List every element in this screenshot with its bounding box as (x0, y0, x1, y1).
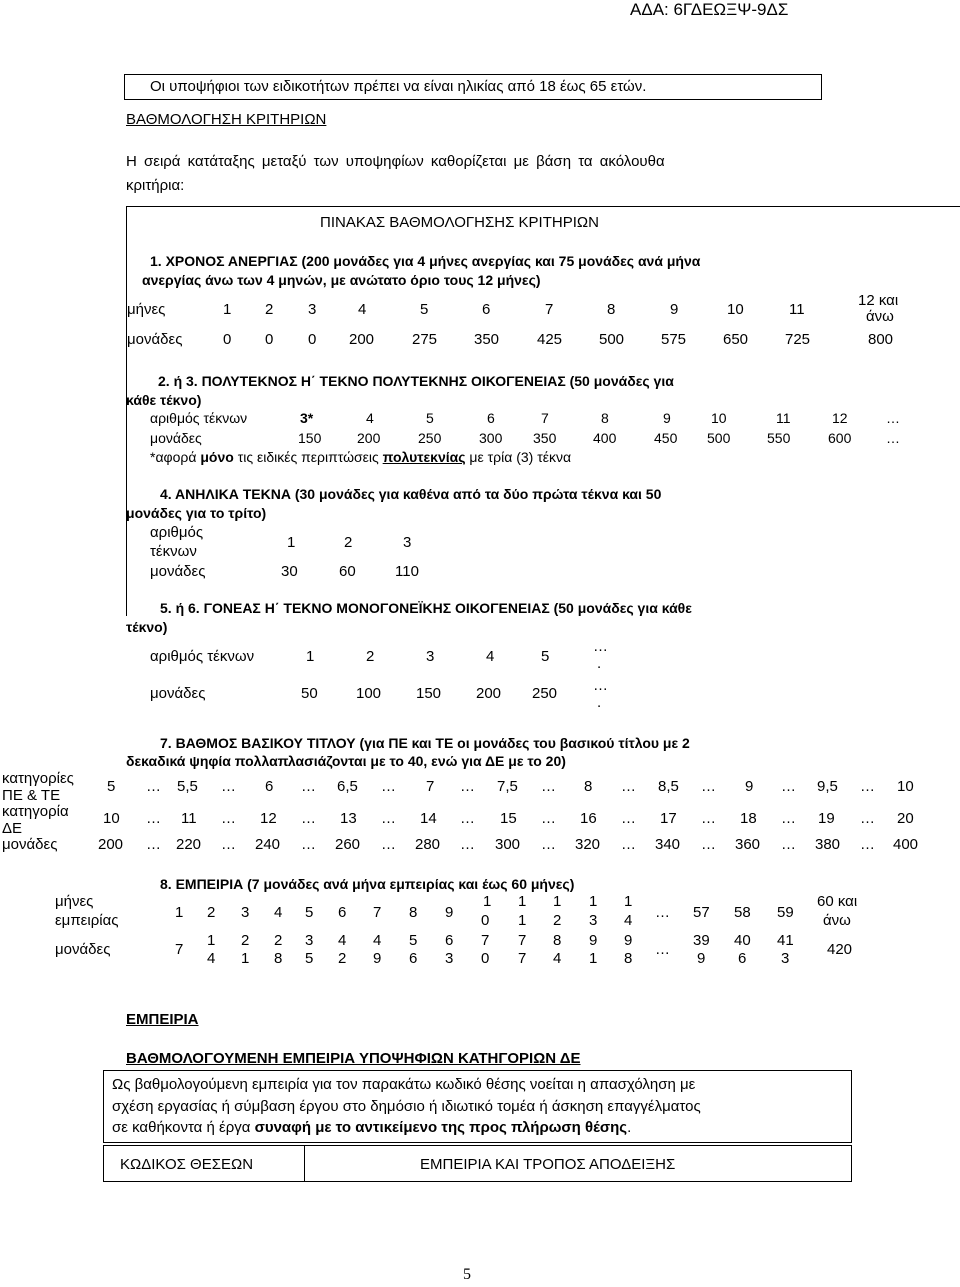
points-cell: 350 (533, 430, 557, 446)
points-cell: 100 (356, 685, 382, 702)
points-top-digit: 2 (241, 932, 250, 949)
children-cell: 10 (711, 410, 727, 426)
points-top-digit: 4 (338, 932, 347, 949)
grade-cell: 13 (340, 810, 357, 827)
ranking-intro-line2: κριτήρια: (126, 177, 185, 194)
points-label: μονάδες (150, 685, 206, 702)
points-label: μονάδες (55, 941, 111, 958)
points-top-digit: 7 (518, 932, 527, 949)
grade-cell: … (301, 810, 316, 827)
children-cell: 1 (287, 534, 296, 551)
grade-cell: 6 (265, 778, 274, 795)
points-cell: 30 (281, 563, 298, 580)
children-cell: 4 (366, 410, 374, 426)
points-tail-top: 40 (734, 932, 751, 949)
points-cell: 250 (532, 685, 558, 702)
points-top-digit: 3 (305, 932, 314, 949)
grade-points-cell: … (701, 836, 716, 853)
month-cell: 4 (358, 301, 367, 318)
month-last-line2: άνω (866, 308, 894, 325)
children-cell: 1 (306, 648, 315, 665)
grade-cell: 15 (500, 810, 517, 827)
children-more-line1: … (593, 638, 608, 655)
points-cell: 0 (265, 331, 274, 348)
grade-points-cell: 380 (815, 836, 841, 853)
grade-cell: … (701, 810, 716, 827)
children-cell: 3* (300, 410, 314, 426)
note-mid: τις ειδικές περιπτώσεις (233, 449, 383, 465)
grade-points-cell: 400 (893, 836, 919, 853)
grade-cell: 11 (181, 810, 197, 827)
criterion7-title-line2: δεκαδικά ψηφία πολλαπλασιάζονται με το 40, ενώ για ΔΕ με το 20) (126, 753, 566, 769)
grade-cell: … (860, 778, 875, 795)
points-bottom-digit: 0 (481, 950, 490, 967)
points-bottom-digit: 4 (553, 950, 562, 967)
month-cell: 2 (265, 301, 274, 318)
month-cell: 6 (482, 301, 491, 318)
grade-points-cell: 220 (176, 836, 202, 853)
frame-top-line (126, 206, 960, 207)
children-more-line2: . (597, 655, 602, 672)
children-label: αριθμός τέκνων (150, 410, 248, 426)
points-cell: 500 (599, 331, 625, 348)
month-top-digit: 1 (483, 893, 492, 910)
points-cell: 500 (707, 430, 731, 446)
points-tail-top: 39 (693, 932, 710, 949)
criterion2-title-line1: 2. ή 3. ΠΟΛΥΤΕΚΝΟΣ Η΄ ΤΕΚΝΟ ΠΟΛΥΤΕΚΝΗΣ ΟΙΚΟΓΕΝΕΙΑΣ (50 μονάδες για (158, 373, 674, 389)
points-cell: 150 (416, 685, 442, 702)
experience-subheading: ΒΑΘΜΟΛΟΓΟΥΜΕΝΗ ΕΜΠΕΙΡΙΑ ΥΠΟΨΗΦΙΩΝ ΚΑΤΗΓΟΡΙΩΝ ΔΕ (126, 1050, 581, 1067)
month-top-digit: 1 (518, 893, 527, 910)
month-cell: 57 (693, 904, 710, 921)
grade-cell: 9,5 (817, 778, 838, 795)
points-bottom-digit: 2 (338, 950, 347, 967)
children-label-line2: τέκνων (150, 543, 197, 560)
grade-cell: … (541, 778, 556, 795)
row2-label-line2: ΔΕ (2, 820, 23, 837)
month-top-digit: 1 (553, 893, 562, 910)
month-bottom-digit: 0 (481, 912, 490, 929)
grade-cell: … (381, 778, 396, 795)
note-underlined: πολυτεκνίας (382, 449, 466, 465)
grade-cell: 6,5 (337, 778, 358, 795)
grade-cell: 8,5 (658, 778, 679, 795)
points-cell: 600 (828, 430, 852, 446)
points-bottom-digit: 5 (305, 950, 314, 967)
grade-cell: … (221, 778, 236, 795)
grade-cell: … (146, 778, 161, 795)
frame-left-line (126, 206, 127, 616)
criterion8-title: 8. ΕΜΠΕΙΡΙΑ (7 μονάδες ανά μήνα εμπειρίας και έως 60 μήνες) (160, 876, 575, 892)
line3-suffix: . (627, 1119, 632, 1136)
points-ellipsis: … (655, 941, 670, 958)
month-cell: 9 (670, 301, 679, 318)
grade-cell: 7,5 (497, 778, 518, 795)
experience-text-line2: σχέση εργασίας ή σύμβαση έργου στο δημόσιο ή ιδιωτικό τομέα ή άσκηση επαγγέλματος (112, 1098, 701, 1115)
grade-points-cell: … (146, 836, 161, 853)
children-cell: 2 (344, 534, 353, 551)
month-cell: 5 (420, 301, 429, 318)
children-cell: 9 (663, 410, 671, 426)
children-cell: … (886, 410, 900, 426)
grade-cell: 14 (420, 810, 437, 827)
grade-points-cell: 260 (335, 836, 361, 853)
grade-cell: … (460, 778, 475, 795)
grade-cell: … (621, 810, 636, 827)
points-bottom-digit: 1 (241, 950, 250, 967)
month-cell: 2 (207, 904, 216, 921)
grade-cell: 5,5 (177, 778, 198, 795)
points-cell: 450 (654, 430, 678, 446)
grade-cell: 18 (740, 810, 757, 827)
experience-heading: ΕΜΠΕΙΡΙΑ (126, 1011, 199, 1028)
children-cell: 2 (366, 648, 375, 665)
children-cell: 11 (776, 410, 791, 426)
points-cell: 550 (767, 430, 791, 446)
points-cell: 200 (476, 685, 502, 702)
children-cell: 5 (541, 648, 550, 665)
children-cell: 5 (426, 410, 434, 426)
grade-cell: 10 (897, 778, 914, 795)
row1-label-line2: ΠΕ & ΤΕ (2, 787, 61, 804)
month-bottom-digit: 2 (553, 912, 562, 929)
grade-cell: … (301, 778, 316, 795)
points-tail-bottom: 9 (697, 950, 706, 967)
points-label: μονάδες (150, 563, 206, 580)
points-cell: 400 (593, 430, 617, 446)
points-tail-bottom: 6 (738, 950, 747, 967)
row2-label-line1: κατηγορία (2, 803, 69, 820)
points-more-line1: … (593, 677, 608, 694)
scoring-heading: ΒΑΘΜΟΛΟΓΗΣΗ ΚΡΙΤΗΡΙΩΝ (126, 111, 327, 128)
grade-points-cell: 280 (415, 836, 441, 853)
points-cell: 7 (175, 941, 184, 958)
grade-points-cell: … (221, 836, 236, 853)
children-cell: 3 (426, 648, 435, 665)
month-cell: 9 (445, 904, 454, 921)
points-cell: 275 (412, 331, 438, 348)
experience-text-line1: Ως βαθμολογούμενη εμπειρία για τον παρακάτω κωδικό θέσης νοείται η απασχόληση με (112, 1076, 696, 1093)
note-prefix: *αφορά (150, 449, 201, 465)
grade-points-cell: … (381, 836, 396, 853)
points-cell: 60 (339, 563, 356, 580)
points-tail-bottom: 3 (781, 950, 790, 967)
grade-cell: 12 (260, 810, 277, 827)
children-cell: 4 (486, 648, 495, 665)
grade-points-cell: 360 (735, 836, 761, 853)
months-label-line2: εμπειρίας (55, 912, 119, 929)
points-bottom-digit: 6 (409, 950, 418, 967)
month-cell: 3 (241, 904, 250, 921)
points-top-digit: 2 (274, 932, 283, 949)
points-cell: 250 (418, 430, 442, 446)
month-bottom-digit: 4 (624, 912, 633, 929)
row3-label: μονάδες (2, 836, 58, 853)
month-cell: 5 (305, 904, 314, 921)
points-cell: 300 (479, 430, 503, 446)
points-cell: 50 (301, 685, 318, 702)
grade-cell: … (701, 778, 716, 795)
points-bottom-digit: 8 (624, 950, 633, 967)
children-label-line1: αριθμός (150, 524, 204, 541)
ranking-intro-line1: Η σειρά κατάταξης μεταξύ των υποψηφίων καθορίζεται με βάση τα ακόλουθα (126, 153, 665, 170)
month-cell: 3 (308, 301, 317, 318)
criterion2-note (150, 449, 571, 465)
month-cell: 1 (223, 301, 232, 318)
criterion7-title-line1: 7. ΒΑΘΜΟΣ ΒΑΣΙΚΟΥ ΤΙΤΛΟΥ (για ΠΕ και ΤΕ οι μονάδες του βασικού τίτλου με 2 (160, 735, 690, 751)
grade-points-cell: … (541, 836, 556, 853)
month-cell: 4 (274, 904, 283, 921)
grade-cell: 7 (426, 778, 435, 795)
points-more-line2: . (597, 694, 602, 711)
points-top-digit: 7 (481, 932, 490, 949)
months-label: μήνες (127, 301, 166, 318)
month-cell: 58 (734, 904, 751, 921)
grade-points-cell: … (781, 836, 796, 853)
criterion1-title-line2: ανεργίας άνω των 4 μηνών, με ανώτατο όριο τους 12 μήνες) (142, 272, 541, 288)
month-top-digit: 1 (624, 893, 633, 910)
grade-cell: … (781, 778, 796, 795)
points-bottom-digit: 9 (373, 950, 382, 967)
grade-points-cell: 240 (255, 836, 281, 853)
grade-cell: … (781, 810, 796, 827)
month-cell: 7 (373, 904, 382, 921)
note-suffix: με τρία (3) τέκνα (465, 449, 572, 465)
grade-points-cell: … (460, 836, 475, 853)
month-last-line1: 60 και (817, 893, 858, 910)
points-bottom-digit: 3 (445, 950, 454, 967)
line3-bold: συναφή με το αντικείμενο της προς πλήρωση θέσης (254, 1119, 628, 1136)
points-cell: 200 (349, 331, 375, 348)
grade-cell: … (221, 810, 236, 827)
line3-prefix: σε καθήκοντα ή έργα (112, 1119, 255, 1136)
grade-cell: … (460, 810, 475, 827)
grade-points-cell: 340 (655, 836, 681, 853)
grade-points-cell: … (860, 836, 875, 853)
points-cell: 800 (868, 331, 894, 348)
criterion5-title-line2: τέκνο) (126, 619, 168, 635)
grade-cell: … (860, 810, 875, 827)
col-position-code: ΚΩΔΙΚΟΣ ΘΕΣΕΩΝ (120, 1156, 254, 1173)
points-label: μονάδες (127, 331, 183, 348)
page-number: 5 (463, 1266, 471, 1283)
points-cell: 425 (537, 331, 563, 348)
month-ellipsis: … (655, 904, 670, 921)
points-top-digit: 8 (553, 932, 562, 949)
age-notice: Οι υποψήφιοι των ειδικοτήτων πρέπει να είναι ηλικίας από 18 έως 65 ετών. (150, 78, 647, 95)
grade-cell: 17 (660, 810, 677, 827)
month-top-digit: 1 (589, 893, 598, 910)
grade-cell: 10 (103, 810, 120, 827)
ada-code: ΑΔΑ: 6ΓΔΕΩΞΨ-9ΔΣ (630, 0, 789, 19)
month-cell: 8 (607, 301, 616, 318)
month-bottom-digit: 3 (589, 912, 598, 929)
points-cell: 200 (357, 430, 381, 446)
children-cell: 12 (832, 410, 848, 426)
grade-cell: … (381, 810, 396, 827)
note-bold: μόνο (200, 449, 234, 465)
points-bottom-digit: 1 (589, 950, 598, 967)
grade-cell: 20 (897, 810, 914, 827)
points-bottom-digit: 8 (274, 950, 283, 967)
points-top-digit: 9 (589, 932, 598, 949)
points-cell: 575 (661, 331, 687, 348)
grade-cell: 19 (818, 810, 835, 827)
month-cell: 6 (338, 904, 347, 921)
points-top-digit: 6 (445, 932, 454, 949)
month-cell: 1 (175, 904, 184, 921)
points-cell: 150 (298, 430, 322, 446)
criterion2-title-line2: κάθε τέκνο) (126, 392, 202, 408)
grade-cell: … (621, 778, 636, 795)
points-bottom-digit: 4 (207, 950, 216, 967)
table-title: ΠΙΝΑΚΑΣ ΒΑΘΜΟΛΟΓΗΣΗΣ ΚΡΙΤΗΡΙΩΝ (320, 214, 599, 231)
month-last-line1: 12 και (858, 292, 899, 309)
points-label: μονάδες (150, 430, 202, 446)
points-cell: 110 (395, 563, 419, 580)
grade-cell: 16 (580, 810, 597, 827)
month-cell: 59 (777, 904, 794, 921)
points-cell: 0 (308, 331, 317, 348)
children-cell: 7 (541, 410, 549, 426)
points-top-digit: 5 (409, 932, 418, 949)
grade-points-cell: 200 (98, 836, 124, 853)
children-cell: 3 (403, 534, 412, 551)
month-last-line2: άνω (823, 912, 851, 929)
grade-points-cell: … (621, 836, 636, 853)
criterion4-title-line2: μονάδες για το τρίτο) (126, 505, 267, 521)
grade-points-cell: 320 (575, 836, 601, 853)
points-tail-top: 41 (777, 932, 794, 949)
experience-text-line3 (112, 1119, 631, 1136)
points-top-digit: 9 (624, 932, 633, 949)
criterion5-title-line1: 5. ή 6. ΓΟΝΕΑΣ Η΄ ΤΕΚΝΟ ΜΟΝΟΓΟΝΕΪΚΗΣ ΟΙΚΟΓΕΝΕΙΑΣ (50 μονάδες για κάθε (160, 600, 692, 616)
criterion1-title-line1: 1. ΧΡΟΝΟΣ ΑΝΕΡΓΙΑΣ (200 μονάδες για 4 μήνες ανεργίας και 75 μονάδες ανά μήνα (150, 253, 701, 269)
grade-points-cell: … (301, 836, 316, 853)
grade-cell: … (541, 810, 556, 827)
children-cell: 8 (601, 410, 609, 426)
points-cell: 650 (723, 331, 749, 348)
month-cell: 10 (727, 301, 744, 318)
experience-table-divider (304, 1145, 305, 1182)
grade-cell: 8 (584, 778, 593, 795)
grade-cell: 9 (745, 778, 754, 795)
points-top-digit: 1 (207, 932, 216, 949)
children-cell: 6 (487, 410, 495, 426)
points-top-digit: 4 (373, 932, 382, 949)
grade-cell: … (146, 810, 161, 827)
criterion4-title-line1: 4. ΑΝΗΛΙΚΑ ΤΕΚΝΑ (30 μονάδες για καθένα από τα δύο πρώτα τέκνα και 50 (160, 486, 662, 502)
points-cell: … (886, 430, 900, 446)
points-cell: 0 (223, 331, 232, 348)
points-cell: 725 (785, 331, 811, 348)
month-bottom-digit: 1 (518, 912, 527, 929)
month-cell: 11 (789, 301, 805, 318)
col-experience-proof: ΕΜΠΕΙΡΙΑ ΚΑΙ ΤΡΟΠΟΣ ΑΠΟΔΕΙΞΗΣ (420, 1156, 676, 1173)
month-cell: 7 (545, 301, 554, 318)
months-label-line1: μήνες (55, 893, 94, 910)
grade-points-cell: 300 (495, 836, 521, 853)
children-label: αριθμός τέκνων (150, 648, 255, 665)
grade-cell: 5 (107, 778, 116, 795)
points-last: 420 (827, 941, 853, 958)
points-cell: 350 (474, 331, 500, 348)
row1-label-line1: κατηγορίες (2, 770, 74, 787)
month-cell: 8 (409, 904, 418, 921)
points-bottom-digit: 7 (518, 950, 527, 967)
